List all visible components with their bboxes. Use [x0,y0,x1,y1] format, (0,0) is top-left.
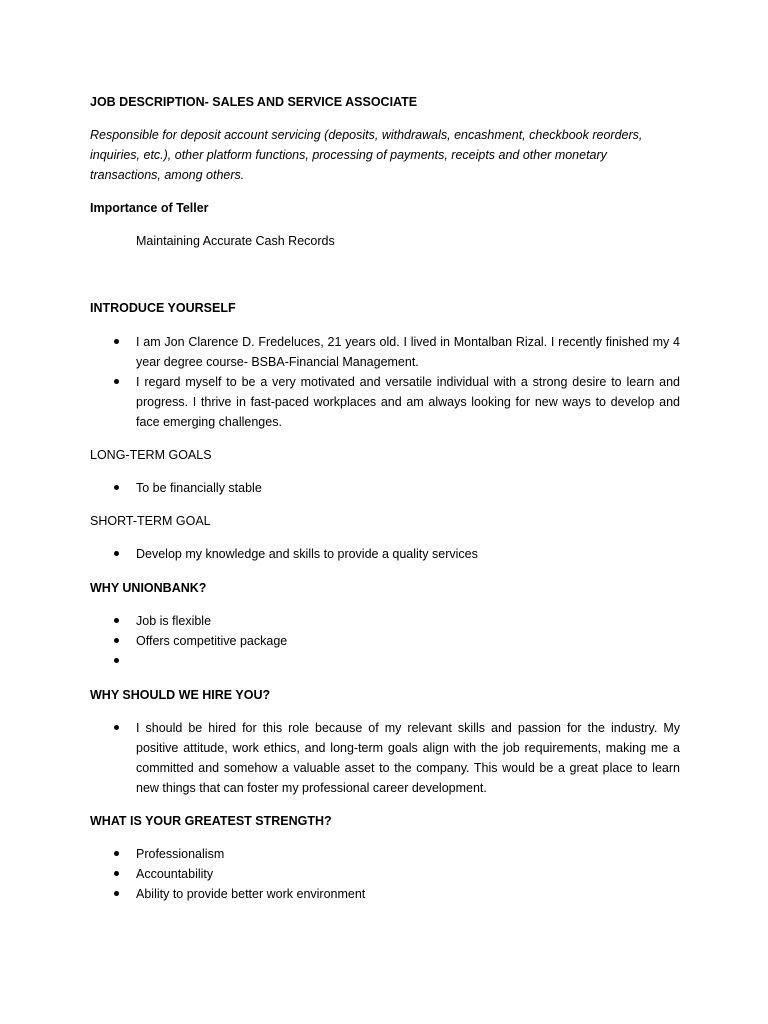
strength-item-3: Ability to provide better work environment [136,887,366,901]
list-item [90,844,680,864]
list-item [90,544,680,564]
long-term-list [90,478,680,498]
list-item [90,864,680,884]
introduce-list [90,332,680,432]
bullet-icon [114,871,119,876]
bullet-icon [114,725,119,730]
why-hire-heading: WHY SHOULD WE HIRE YOU? [90,688,271,702]
list-item [90,651,680,671]
long-term-heading: LONG-TERM GOALS [90,448,212,462]
why-hire-item-1: I should be hired for this role because of my relevant skills and passion for the industry. My positive attitude, work ethics, and long-term goals align with the job requirements, making me a committed and somehow a valuable asset to the company. This would be a great place to learn new things that can foster my professional career development. [136,721,680,795]
strength-item-2: Accountability [136,867,214,881]
job-description-heading: JOB DESCRIPTION- SALES AND SERVICE ASSOCIATE [90,95,418,109]
importance-heading: Importance of Teller [90,201,209,215]
why-unionbank-list [90,611,680,671]
job-description-text: Responsible for deposit account servicing (deposits, withdrawals, encashment, checkbook reorders, inquiries, etc.), other platform functions, processing of payments, receipts and other monetary transactions, among others. [90,128,643,182]
bullet-icon [114,485,119,490]
bullet-icon [114,891,119,896]
introduce-item-1: I am Jon Clarence D. Fredeluces, 21 years old. I lived in Montalban Rizal. I recently finished my 4 year degree course- BSBA-Financial Management. [136,335,680,369]
why-unionbank-item-2: Offers competitive package [136,634,288,648]
bullet-icon [114,658,119,663]
long-term-item-1: To be financially stable [136,481,262,495]
list-item [90,611,680,631]
list-item [90,718,680,798]
strength-list [90,844,680,904]
why-unionbank-item-1: Job is flexible [136,614,212,628]
bullet-icon [114,339,119,344]
short-term-item-1: Develop my knowledge and skills to provide a quality services [136,547,478,561]
introduce-heading: INTRODUCE YOURSELF [90,301,236,315]
strength-item-1: Professionalism [136,847,225,861]
short-term-heading: SHORT-TERM GOAL [90,514,211,528]
bullet-icon [114,618,119,623]
list-item [90,372,680,432]
bullet-icon [114,551,119,556]
bullet-icon [114,379,119,384]
list-item [90,332,680,372]
introduce-item-2: I regard myself to be a very motivated and versatile individual with a strong desire to learn and progress. I thrive in fast-paced workplaces and am always looking for new ways to develop and face emerging challenges. [136,375,680,429]
bullet-icon [114,851,119,856]
bullet-icon [114,638,119,643]
importance-item: Maintaining Accurate Cash Records [136,234,335,248]
short-term-list [90,544,680,564]
list-item [90,631,680,651]
list-item [90,478,680,498]
why-hire-list [90,718,680,798]
strength-heading: WHAT IS YOUR GREATEST STRENGTH? [90,814,332,828]
list-item [90,884,680,904]
why-unionbank-heading: WHY UNIONBANK? [90,581,207,595]
